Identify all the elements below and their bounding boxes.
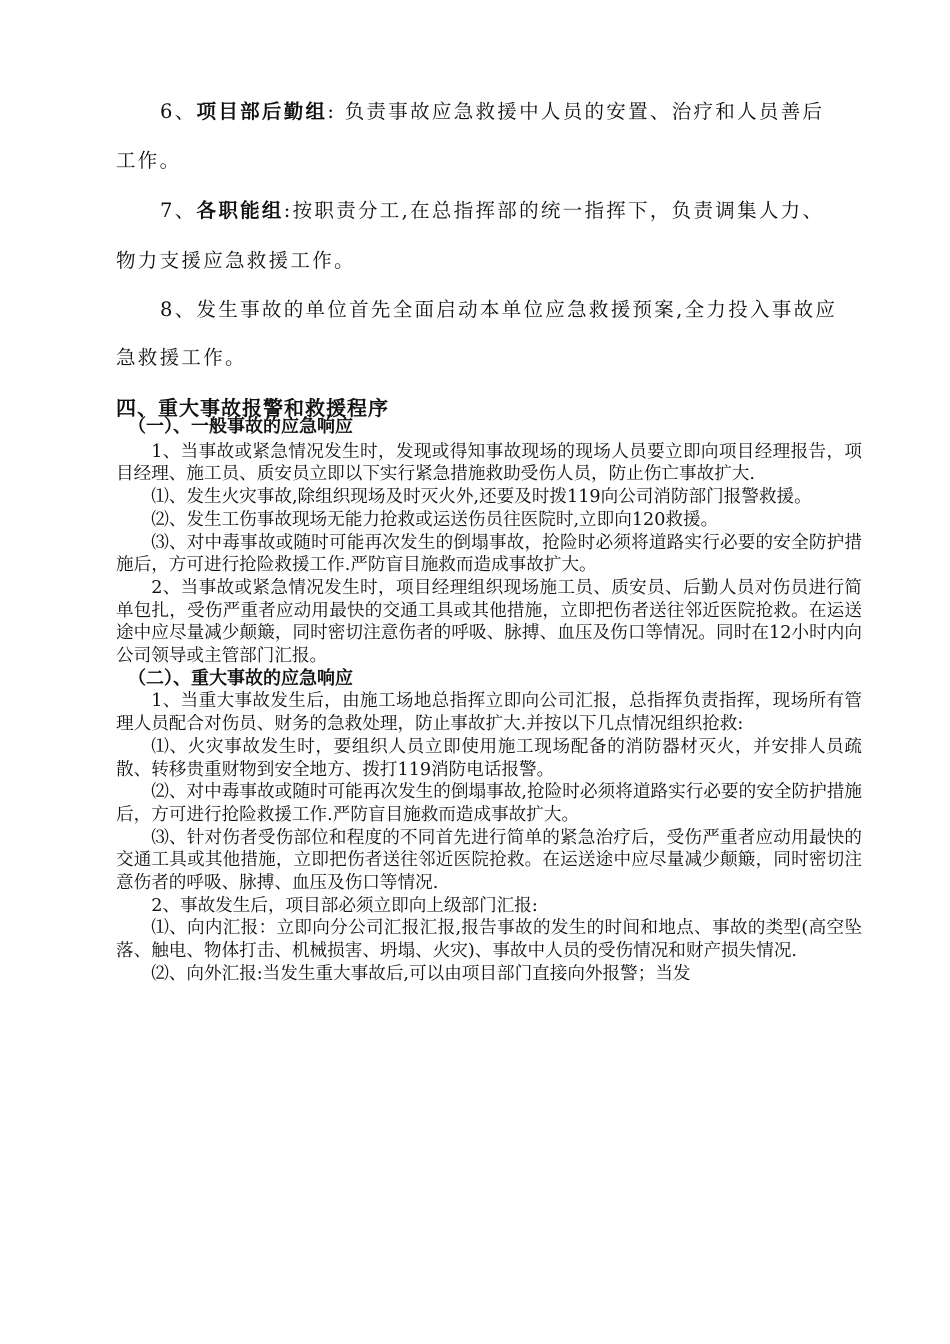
subsection-heading-1: （一）、一般事故的应急响应 xyxy=(128,416,353,437)
body-paragraph: ⑴、向内汇报：立即向分公司汇报汇报,报告事故的发生的时间和地点、事故的类型(高空坠落、触电、物体打击、机械损害、坍塌、火灾)、事故中人员的受伤情况和财产损失情况. xyxy=(116,918,862,962)
item-label: 各职能组 xyxy=(196,199,284,222)
item-number: 7、 xyxy=(160,199,197,222)
body-paragraph: ⑴、发生火灾事故,除组织现场及时灭火外,还要及时拨119向公司消防部门报警救援。 xyxy=(151,487,812,508)
section-body xyxy=(116,416,862,986)
subsection-heading-2: （二）、重大事故的应急响应 xyxy=(128,667,353,689)
body-paragraph: ⑴、火灾事故发生时，要组织人员立即使用施工现场配备的消防器材灭火，并安排人员疏散、转移贵重财物到安全地方、拨打119消防电话报警。 xyxy=(116,736,862,780)
item-number: 6、 xyxy=(160,100,197,123)
item-text: : 负责事故应急救援中人员的安置、治疗和人员善后 xyxy=(327,100,825,123)
paragraph-6-line-1 xyxy=(116,97,904,127)
paragraph-7-line-1 xyxy=(116,196,904,226)
body-paragraph: 1、当事故或紧急情况发生时，发现或得知事故现场的现场人员要立即向项目经理报告，项目经理、施工员、质安员立即以下实行紧急措施救助受伤人员，防止伤亡事故扩大. xyxy=(116,441,862,485)
section-heading: 四、重大事故报警和救援程序 xyxy=(116,396,389,420)
paragraph-8-line-2: 急救援工作。 xyxy=(116,346,247,369)
paragraph-6-line-2: 工作。 xyxy=(116,149,182,172)
body-paragraph: 2、当事故或紧急情况发生时，项目经理组织现场施工员、质安员、后勤人员对伤员进行简单包扎，受伤严重者应动用最快的交通工具或其他措施，立即把伤者送往邻近医院抢救。在运送途中应尽量减少颠簸，同时密切注意伤者的呼吸、脉搏、血压及伤口等情况。同时在12小时内向公司领导或主管部门汇报。 xyxy=(116,577,862,667)
body-paragraph: ⑶、针对伤者受伤部位和程度的不同首先进行简单的紧急治疗后，受伤严重者应动用最快的交通工具或其他措施，立即把伤者送往邻近医院抢救。在运送途中应尽量减少颠簸，同时密切注意伤者的呼吸、脉搏、血压及伤口等情况. xyxy=(116,827,862,894)
body-paragraph: 2、事故发生后，项目部必须立即向上级部门汇报: xyxy=(151,895,538,916)
body-paragraph: ⑵、对中毒事故或随时可能再次发生的倒塌事故,抢险时必须将道路实行必要的安全防护措施后，方可进行抢险救援工作.严防盲目施救而造成事故扩大。 xyxy=(116,782,862,825)
item-text: :按职责分工,在总指挥部的统一指挥下，负责调集人力、 xyxy=(283,199,825,222)
paragraph-8-line-1: 8、发生事故的单位首先全面启动本单位应急救援预案,全力投入事故应 xyxy=(160,298,838,321)
body-paragraph: ⑶、对中毒事故或随时可能再次发生的倒塌事故，抢险时必须将道路实行必要的安全防护措施后，方可进行抢险救援工作.严防盲目施救而造成事故扩大。 xyxy=(116,532,862,576)
body-paragraph: ⑵、发生工伤事故现场无能力抢救或运送伤员往医院时,立即向120救援。 xyxy=(151,509,719,530)
body-paragraph: ⑵、向外汇报:当发生重大事故后,可以由项目部门直接向外报警；当发 xyxy=(151,963,691,984)
paragraph-7-line-2: 物力支援应急救援工作。 xyxy=(116,249,356,272)
body-paragraph: 1、当重大事故发生后，由施工场地总指挥立即向公司汇报，总指挥负责指挥，现场所有管理人员配合对伤员、财务的急救处理，防止事故扩大.并按以下几点情况组织抢救: xyxy=(116,691,862,735)
item-label: 项目部后勤组 xyxy=(196,100,328,123)
